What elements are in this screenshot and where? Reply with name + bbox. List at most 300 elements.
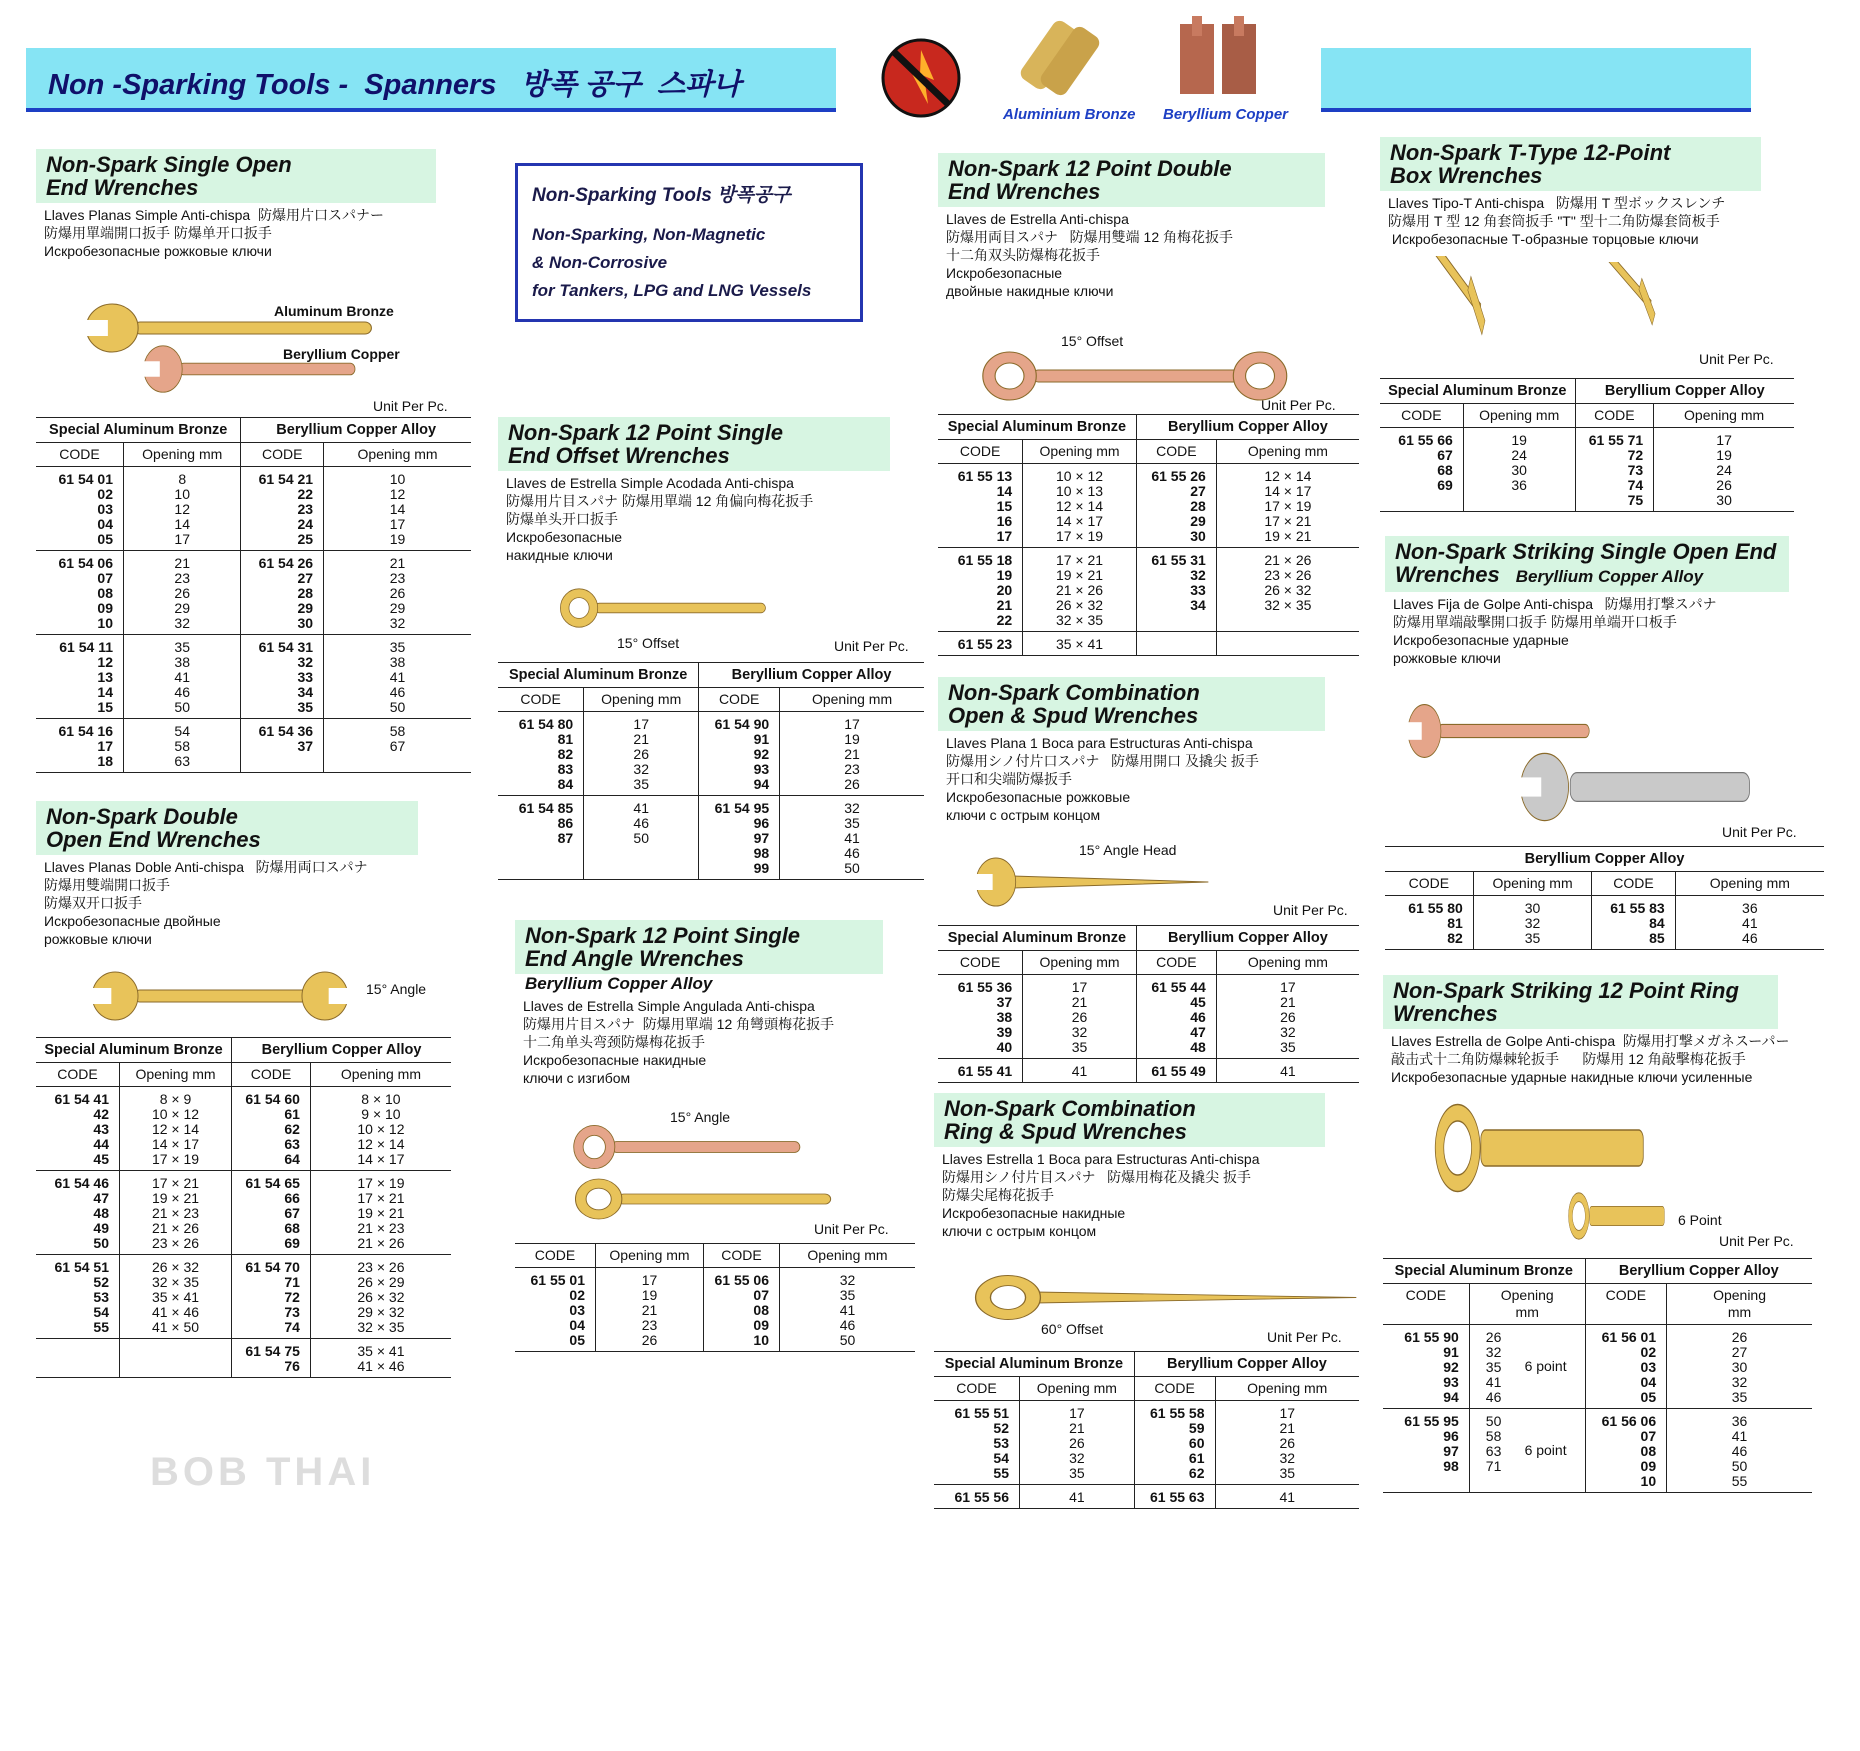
product-code: 63 bbox=[284, 1136, 300, 1152]
product-code: 27 bbox=[297, 570, 314, 586]
column-header: Opening mm bbox=[1469, 1284, 1585, 1324]
opening-size: 21 bbox=[641, 1302, 658, 1318]
opening-size: 17 × 21 bbox=[151, 1175, 200, 1191]
double-wrench-image bbox=[77, 966, 363, 1026]
product-code: 94 bbox=[753, 776, 770, 792]
opening-size: 41 bbox=[844, 830, 860, 846]
section-title-line: Open & Spud Wrenches bbox=[948, 703, 1199, 728]
description-line: Искробезопасные накидные bbox=[942, 1205, 1126, 1221]
table-row-group bbox=[36, 635, 471, 719]
product-code: 72 bbox=[1627, 447, 1644, 463]
opening-size: 41 bbox=[1731, 1428, 1748, 1444]
opening-size: 36 bbox=[1511, 477, 1527, 493]
opening-size: 35 bbox=[1485, 1359, 1502, 1375]
description-line: Искробезопасные рожковые bbox=[946, 789, 1131, 805]
opening-size: 26 bbox=[174, 585, 190, 601]
code-column bbox=[498, 796, 583, 879]
product-code: 61 bbox=[284, 1106, 300, 1122]
section-title-line: Non-Spark Double bbox=[46, 804, 238, 829]
product-code: 45 bbox=[93, 1151, 109, 1167]
opening-column bbox=[310, 1255, 451, 1338]
price-table bbox=[1383, 1258, 1812, 1493]
column-header: CODE bbox=[1401, 407, 1442, 423]
code-column bbox=[703, 1268, 779, 1351]
opening-size: 41 bbox=[839, 1302, 856, 1318]
description-line: 防爆用シノ付片目スパナ 防爆用梅花及撬尖 扳手 bbox=[942, 1169, 1251, 1185]
price-table bbox=[1380, 378, 1794, 512]
opening-size: 54 bbox=[174, 723, 190, 739]
opening-size: 17 bbox=[174, 531, 190, 547]
product-code: 02 bbox=[97, 486, 113, 502]
code-column bbox=[1134, 1485, 1215, 1508]
product-code: 61 55 83 bbox=[1610, 900, 1665, 916]
material-header: Beryllium Copper Alloy bbox=[1575, 379, 1794, 403]
product-code: 50 bbox=[93, 1235, 109, 1251]
description-line: Llaves Planas Doble Anti-chispa 防爆用両口スパナ bbox=[44, 859, 368, 875]
description-line: 防爆用雙端開口扳手 bbox=[44, 877, 170, 893]
opening-size: 10 bbox=[389, 471, 406, 487]
product-code: 84 bbox=[557, 776, 574, 792]
section-description bbox=[1380, 194, 1794, 248]
opening-size: 41 × 46 bbox=[151, 1304, 200, 1320]
table-column-header bbox=[1380, 404, 1794, 428]
table-row-group bbox=[36, 1087, 451, 1171]
product-code: 69 bbox=[1437, 477, 1453, 493]
product-code: 61 54 75 bbox=[245, 1343, 300, 1359]
image-label: 60° Offset bbox=[1041, 1321, 1104, 1337]
opening-size: 58 bbox=[174, 738, 190, 754]
description-line: Llaves de Estrella Simple Angulada Anti-chispa bbox=[523, 998, 815, 1014]
column-header: CODE bbox=[59, 446, 100, 462]
opening-column bbox=[779, 1268, 915, 1351]
product-code: 74 bbox=[284, 1319, 300, 1335]
table-column-header bbox=[1385, 872, 1824, 896]
opening-size: 29 bbox=[389, 600, 406, 616]
table-row-group bbox=[36, 1339, 451, 1378]
description-line: 防爆双开口扳手 bbox=[44, 895, 142, 911]
opening-size: 58 bbox=[1485, 1428, 1502, 1444]
opening-size: 32 bbox=[1069, 1450, 1085, 1466]
product-code: 55 bbox=[993, 1465, 1009, 1481]
material-header: Special Aluminum Bronze bbox=[1394, 1263, 1573, 1279]
header-banner bbox=[26, 48, 836, 112]
column-header: Opening mm bbox=[583, 688, 698, 711]
product-code: 54 bbox=[993, 1450, 1009, 1466]
opening-column bbox=[1019, 1401, 1134, 1484]
opening-column bbox=[1216, 464, 1359, 547]
product-code: 61 54 95 bbox=[714, 800, 770, 816]
product-code: 99 bbox=[753, 860, 770, 876]
opening-size: 17 bbox=[1280, 979, 1296, 995]
info-box bbox=[515, 163, 863, 322]
opening-size: 12 × 14 bbox=[1264, 468, 1312, 484]
column-header: CODE bbox=[57, 1066, 98, 1082]
section-title bbox=[938, 153, 1325, 207]
opening-size: 32 bbox=[844, 800, 860, 816]
opening-size: 19 bbox=[641, 1287, 658, 1303]
section-description bbox=[36, 206, 471, 260]
spud-ring-wrench-image bbox=[954, 1270, 1359, 1325]
opening-size: 10 × 12 bbox=[1055, 468, 1104, 484]
material-header: Beryllium Copper Alloy bbox=[1136, 926, 1359, 950]
opening-column bbox=[119, 1255, 231, 1338]
opening-size: 17 × 21 bbox=[1264, 513, 1312, 529]
opening-size: 36 bbox=[1742, 900, 1758, 916]
opening-size: 23 × 26 bbox=[357, 1259, 405, 1275]
opening-column bbox=[1022, 975, 1136, 1058]
opening-size: 35 bbox=[1524, 930, 1541, 946]
column-header: Opening mm bbox=[119, 1063, 231, 1086]
opening-size: 50 bbox=[839, 1332, 856, 1348]
opening-column bbox=[323, 467, 471, 550]
section-title-line: Non-Spark Combination bbox=[944, 1096, 1196, 1121]
opening-size: 10 × 12 bbox=[357, 1121, 405, 1137]
section-title bbox=[36, 801, 418, 855]
opening-size: 17 bbox=[1716, 432, 1732, 448]
t-wrench-image bbox=[1418, 256, 1538, 346]
product-code: 81 bbox=[1447, 915, 1463, 931]
description-line: 防爆用單端敲擊開口扳手 防爆用单端开口板手 bbox=[1393, 614, 1677, 630]
opening-size: 14 bbox=[389, 501, 406, 517]
material-header: Special Aluminum Bronze bbox=[49, 422, 228, 438]
image-label: 15° Offset bbox=[1061, 333, 1124, 349]
unit-label: Unit Per Pc. bbox=[834, 638, 909, 654]
opening-size: 32 × 35 bbox=[357, 1319, 405, 1335]
table-group-header bbox=[1383, 1259, 1812, 1284]
product-code: 15 bbox=[996, 498, 1013, 514]
description-line: двойные накидные ключи bbox=[946, 283, 1114, 299]
section-title bbox=[938, 677, 1325, 731]
product-code: 45 bbox=[1190, 994, 1206, 1010]
product-code: 53 bbox=[93, 1289, 109, 1305]
opening-size: 14 × 17 bbox=[1055, 513, 1104, 529]
code-column bbox=[938, 632, 1022, 655]
opening-column bbox=[1675, 896, 1824, 949]
code-column bbox=[1585, 1409, 1667, 1492]
product-code: 61 54 60 bbox=[245, 1091, 300, 1107]
opening-size: 21 × 26 bbox=[357, 1235, 405, 1251]
opening-column bbox=[1022, 632, 1136, 655]
opening-size: 26 bbox=[1731, 1329, 1748, 1345]
opening-column bbox=[1215, 1401, 1360, 1484]
opening-size: 35 bbox=[1071, 1039, 1088, 1055]
product-code: 61 54 70 bbox=[245, 1259, 300, 1275]
material-header: Beryllium Copper Alloy bbox=[1134, 1352, 1359, 1376]
opening-column bbox=[1666, 1325, 1812, 1408]
description-line: рожковые ключи bbox=[1393, 650, 1501, 666]
product-code: 61 55 01 bbox=[530, 1272, 585, 1288]
product-code: 61 54 11 bbox=[59, 639, 113, 655]
column-header: CODE bbox=[956, 1380, 997, 1396]
unit-label: Unit Per Pc. bbox=[1722, 824, 1797, 840]
section-title-line: Non-Spark T-Type 12-Point bbox=[1390, 140, 1671, 165]
opening-size: 17 × 19 bbox=[151, 1151, 200, 1167]
opening-size: 32 × 35 bbox=[1264, 597, 1312, 613]
product-code: 61 55 71 bbox=[1588, 432, 1644, 448]
product-code: 03 bbox=[1640, 1359, 1657, 1375]
product-code: 55 bbox=[93, 1319, 109, 1335]
price-table bbox=[938, 925, 1359, 1083]
table-column-header bbox=[515, 1244, 915, 1268]
opening-column bbox=[1463, 428, 1575, 511]
opening-size: 35 bbox=[1280, 1039, 1296, 1055]
opening-size: 21 bbox=[1071, 994, 1088, 1010]
product-code: 32 bbox=[1190, 567, 1206, 583]
code-column bbox=[1136, 1059, 1216, 1082]
material-header: Special Aluminum Bronze bbox=[947, 930, 1127, 946]
table-row-group bbox=[934, 1485, 1359, 1509]
opening-size: 35 × 41 bbox=[1055, 636, 1104, 652]
opening-size: 23 bbox=[389, 570, 406, 586]
opening-size: 26 × 32 bbox=[357, 1289, 405, 1305]
table-row-group bbox=[515, 1268, 915, 1352]
table-column-header bbox=[934, 1377, 1359, 1401]
table-group-header bbox=[934, 1352, 1359, 1377]
product-code: 16 bbox=[996, 513, 1013, 529]
opening-size: 32 bbox=[1280, 1024, 1296, 1040]
column-header: Opening mm bbox=[1675, 872, 1824, 895]
description-line: 防爆尖尾梅花扳手 bbox=[942, 1187, 1054, 1203]
opening-size: 21 bbox=[1069, 1420, 1085, 1436]
section-title-line: Ring & Spud Wrenches bbox=[944, 1119, 1187, 1144]
product-code: 10 bbox=[1640, 1473, 1657, 1489]
description-line: Llaves Tipo-T Anti-chispa 防爆用 T 型ボックスレンチ bbox=[1388, 195, 1726, 211]
opening-size: 19 × 21 bbox=[151, 1190, 200, 1206]
opening-size: 29 bbox=[174, 600, 190, 616]
product-code: 42 bbox=[93, 1106, 109, 1122]
table-column-header bbox=[36, 443, 471, 467]
opening-size: 21 bbox=[389, 555, 406, 571]
product-code: 82 bbox=[1447, 930, 1463, 946]
column-header: Opening mm bbox=[595, 1244, 703, 1267]
opening-size: 71 bbox=[1485, 1458, 1502, 1474]
beryllium-copper-caption: Beryllium Copper bbox=[1163, 106, 1289, 123]
opening-column bbox=[310, 1339, 451, 1377]
table-row-group bbox=[1380, 428, 1794, 512]
opening-size: 19 bbox=[1716, 447, 1732, 463]
product-code: 02 bbox=[569, 1287, 585, 1303]
opening-size: 32 bbox=[389, 615, 406, 631]
product-code: 23 bbox=[297, 501, 314, 517]
opening-column bbox=[1473, 896, 1592, 949]
code-column bbox=[231, 1171, 310, 1254]
opening-size: 26 bbox=[1716, 477, 1732, 493]
opening-size: 26 bbox=[1280, 1009, 1296, 1025]
section-title-line: End Angle Wrenches bbox=[525, 946, 744, 971]
product-code: 61 55 51 bbox=[954, 1405, 1009, 1421]
code-column bbox=[698, 712, 779, 795]
code-column bbox=[1385, 896, 1473, 949]
product-code: 03 bbox=[569, 1302, 585, 1318]
page-title: Non -Sparking Tools - Spanners 방폭 공구 스파나 bbox=[48, 69, 741, 101]
description-line: 十二角单头弯颈防爆梅花扳手 bbox=[523, 1034, 705, 1050]
column-header: Opening mm bbox=[323, 443, 471, 466]
description-line: ключи с изгибом bbox=[523, 1070, 631, 1086]
opening-size: 35 bbox=[1731, 1389, 1748, 1405]
code-column bbox=[36, 551, 123, 634]
product-code: 68 bbox=[284, 1220, 300, 1236]
aluminium-bronze-caption: Aluminium Bronze bbox=[1003, 106, 1136, 123]
opening-column bbox=[119, 1171, 231, 1254]
material-header: Special Aluminum Bronze bbox=[947, 419, 1127, 435]
opening-size: 12 × 14 bbox=[1055, 498, 1104, 514]
product-section bbox=[934, 1093, 1359, 1751]
product-code: 46 bbox=[1190, 1009, 1206, 1025]
opening-size: 17 bbox=[1071, 979, 1088, 995]
product-code: 09 bbox=[1640, 1458, 1657, 1474]
table-group-header bbox=[1385, 847, 1824, 872]
product-code: 25 bbox=[297, 531, 314, 547]
product-code: 61 55 56 bbox=[954, 1489, 1009, 1505]
section-title bbox=[934, 1093, 1325, 1147]
table-group-header bbox=[938, 415, 1359, 440]
code-column bbox=[515, 1268, 595, 1351]
section-description bbox=[938, 734, 1359, 824]
product-code: 15 bbox=[97, 699, 113, 715]
table-group-header bbox=[938, 926, 1359, 951]
section-subtitle: Beryllium Copper Alloy bbox=[525, 974, 713, 993]
description-line: Llaves Estrella de Golpe Anti-chispa 防爆用打撃メガネスーパー bbox=[1391, 1033, 1790, 1049]
opening-column bbox=[323, 635, 471, 718]
product-code: 12 bbox=[97, 654, 113, 670]
unit-label: Unit Per Pc. bbox=[373, 398, 448, 414]
product-code: 52 bbox=[993, 1420, 1009, 1436]
column-header: Opening mm bbox=[1463, 404, 1575, 427]
opening-size: 35 bbox=[1279, 1465, 1296, 1481]
code-column bbox=[1136, 464, 1216, 547]
product-code: 09 bbox=[97, 600, 113, 616]
code-column bbox=[36, 635, 123, 718]
opening-size: 26 bbox=[1485, 1329, 1502, 1345]
description-line: ключи с острым концом bbox=[946, 807, 1101, 823]
unit-label: Unit Per Pc. bbox=[1273, 902, 1348, 918]
product-code: 33 bbox=[297, 669, 314, 685]
section-title-line: End Offset Wrenches bbox=[508, 443, 730, 468]
material-header: Beryllium Copper Alloy bbox=[1524, 851, 1685, 867]
product-code: 96 bbox=[1443, 1428, 1459, 1444]
opening-column bbox=[1666, 1409, 1812, 1492]
opening-size: 50 bbox=[844, 860, 860, 876]
product-code: 67 bbox=[1437, 447, 1453, 463]
image-label: 15° Offset bbox=[617, 635, 680, 651]
opening-size: 32 × 35 bbox=[1055, 612, 1104, 628]
opening-size: 35 bbox=[633, 776, 649, 792]
opening-size: 41 bbox=[1071, 1063, 1088, 1079]
info-box-title: Non-Sparking Tools 방폭공구 bbox=[532, 185, 791, 206]
product-code: 61 54 06 bbox=[58, 555, 113, 571]
code-column bbox=[1383, 1409, 1469, 1492]
opening-size: 19 × 21 bbox=[357, 1205, 405, 1221]
product-code: 82 bbox=[557, 746, 574, 762]
opening-size: 14 × 17 bbox=[1264, 483, 1312, 499]
striking-ring-wrench-image bbox=[1561, 1192, 1668, 1240]
opening-size: 30 bbox=[1716, 492, 1732, 508]
section-title bbox=[1383, 975, 1778, 1029]
product-code: 69 bbox=[284, 1235, 300, 1251]
table-group-header bbox=[1380, 379, 1794, 404]
info-box-line: & Non-Corrosive bbox=[532, 253, 668, 272]
product-code: 47 bbox=[93, 1190, 109, 1206]
product-code: 38 bbox=[996, 1009, 1013, 1025]
opening-size: 41 bbox=[1280, 1063, 1296, 1079]
column-header: Opening mm bbox=[779, 688, 924, 711]
description-line: Llaves Planas Simple Anti-chispa 防爆用片口スパナー bbox=[44, 207, 384, 223]
opening-size: 46 bbox=[1731, 1443, 1748, 1459]
table-row-group bbox=[498, 712, 924, 796]
opening-column bbox=[1216, 1059, 1359, 1082]
product-code: 61 54 36 bbox=[258, 723, 314, 739]
table-row-group bbox=[938, 975, 1359, 1059]
price-table bbox=[934, 1351, 1359, 1509]
code-column bbox=[1134, 1401, 1215, 1484]
product-code: 68 bbox=[1437, 462, 1453, 478]
product-code: 08 bbox=[753, 1302, 769, 1318]
column-header: Opening mm bbox=[1022, 951, 1136, 974]
product-code: 61 55 80 bbox=[1408, 900, 1463, 916]
opening-size: 26 bbox=[844, 776, 860, 792]
material-header: Beryllium Copper Alloy bbox=[1136, 415, 1359, 439]
image-label: 15° Angle bbox=[366, 981, 427, 997]
t-wrench-image bbox=[1592, 262, 1705, 334]
opening-size: 8 bbox=[178, 471, 187, 487]
section-title-line: Non-Spark Striking Single Open End bbox=[1395, 539, 1777, 564]
product-code: 08 bbox=[1640, 1443, 1657, 1459]
code-column bbox=[938, 548, 1022, 631]
product-code: 28 bbox=[1190, 498, 1206, 514]
opening-column bbox=[583, 796, 698, 879]
column-header: CODE bbox=[959, 443, 1001, 459]
opening-size: 26 × 29 bbox=[357, 1274, 405, 1290]
product-code: 62 bbox=[1188, 1465, 1205, 1481]
table-row-group bbox=[938, 464, 1359, 548]
opening-size: 32 bbox=[1071, 1024, 1088, 1040]
section-title-line: Non-Spark Combination bbox=[948, 680, 1200, 705]
opening-size: 41 bbox=[1279, 1489, 1296, 1505]
image-label: 6 Point bbox=[1678, 1212, 1722, 1228]
product-code: 62 bbox=[284, 1121, 300, 1137]
column-header: Opening mm bbox=[1653, 404, 1794, 427]
opening-size: 9 × 10 bbox=[361, 1106, 401, 1122]
table-row-group bbox=[36, 1171, 451, 1255]
opening-size: 32 bbox=[633, 761, 649, 777]
table-row-group bbox=[1385, 896, 1824, 950]
product-code: 24 bbox=[297, 516, 314, 532]
section-material: Beryllium Copper Alloy bbox=[1515, 567, 1704, 586]
opening-size: 46 bbox=[1742, 930, 1758, 946]
product-code: 37 bbox=[996, 994, 1013, 1010]
opening-column bbox=[1022, 548, 1136, 631]
product-code: 40 bbox=[996, 1039, 1013, 1055]
product-code: 61 55 58 bbox=[1150, 1405, 1205, 1421]
product-section bbox=[36, 801, 451, 1437]
description-line: 防爆用片目スパナ 防爆用單端 12 角彎頭梅花扳手 bbox=[523, 1016, 835, 1032]
image-label: Aluminum Bronze bbox=[274, 303, 394, 319]
opening-size: 50 bbox=[633, 830, 649, 846]
product-section bbox=[36, 149, 471, 817]
opening-size: 17 × 21 bbox=[357, 1190, 405, 1206]
column-header: CODE bbox=[1136, 440, 1216, 463]
description-line: 开口和尖端防爆扳手 bbox=[946, 771, 1072, 787]
product-code: 61 54 80 bbox=[518, 716, 574, 732]
description-line: 防爆单头开口扳手 bbox=[506, 511, 618, 527]
opening-column bbox=[595, 1268, 703, 1351]
column-header: CODE bbox=[1405, 1287, 1447, 1303]
product-code: 61 55 41 bbox=[957, 1063, 1013, 1079]
section-title-line: Non-Spark Single Open bbox=[46, 152, 292, 177]
opening-size: 41 bbox=[389, 669, 406, 685]
product-code: 03 bbox=[97, 501, 113, 517]
opening-size: 41 bbox=[1742, 915, 1758, 931]
